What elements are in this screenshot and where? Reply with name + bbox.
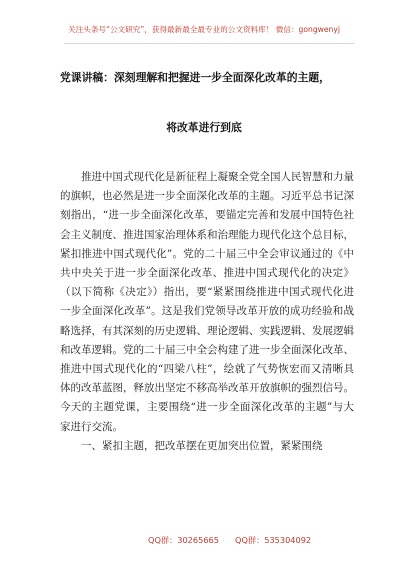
header-divider (64, 43, 354, 44)
body-paragraph-1: 推进中国式现代化是新征程上凝聚全党全国人民智慧和力量的旗帜，也必然是进一步全面深化改革的主题。习近平总书记深刻指出，“进一步全面深化改革，要锚定完善和发展中国特色社会主义制度、推进国家治理体系和治理能力现代化这个总目标，紧扣推进中国式现代化”。党的二十届三中全会审议通过的《中共中央关于进一步全面深化改革、推进中国式现代化的决定》（以下简称《决定》）指出，要“紧紧围绕推进中国式现代化进一步全面深化改革”。这是我们党领导改革开放的成功经验和战略选择，有其深刻的历史逻辑、理论逻辑、实践逻辑、发展逻辑和改革逻辑。党的二十届三中全会构建了进一步全面深化改革、推进中国式现代化的“四梁八柱”，绘就了气势恢宏而又清晰具体的改革蓝图，释放出坚定不移高举改革开放旗帜的强烈信号。今天的主题党课，主要围绕“进一步全面深化改革的主题”与大家进行交流。 (60, 171, 354, 433)
document-title-line-2: 将改革进行到底 (166, 121, 242, 134)
header-banner: 关注头条号“公文研究”，获得最新最全最专业的公文资料库！ 微信：gongwenyj (68, 25, 340, 34)
footer-qq-group-1: QQ群：30265665 (148, 535, 219, 545)
body-paragraph-2: 一、紧扣主题，把改革摆在更加突出位置，紧紧围绕 (81, 439, 323, 452)
document-title-line-1: 党课讲稿：深刻理解和把握进一步全面深化改革的主题， (60, 71, 330, 84)
document-body (60, 168, 354, 456)
footer-qq-group-2: QQ群：535304092 (235, 535, 312, 545)
